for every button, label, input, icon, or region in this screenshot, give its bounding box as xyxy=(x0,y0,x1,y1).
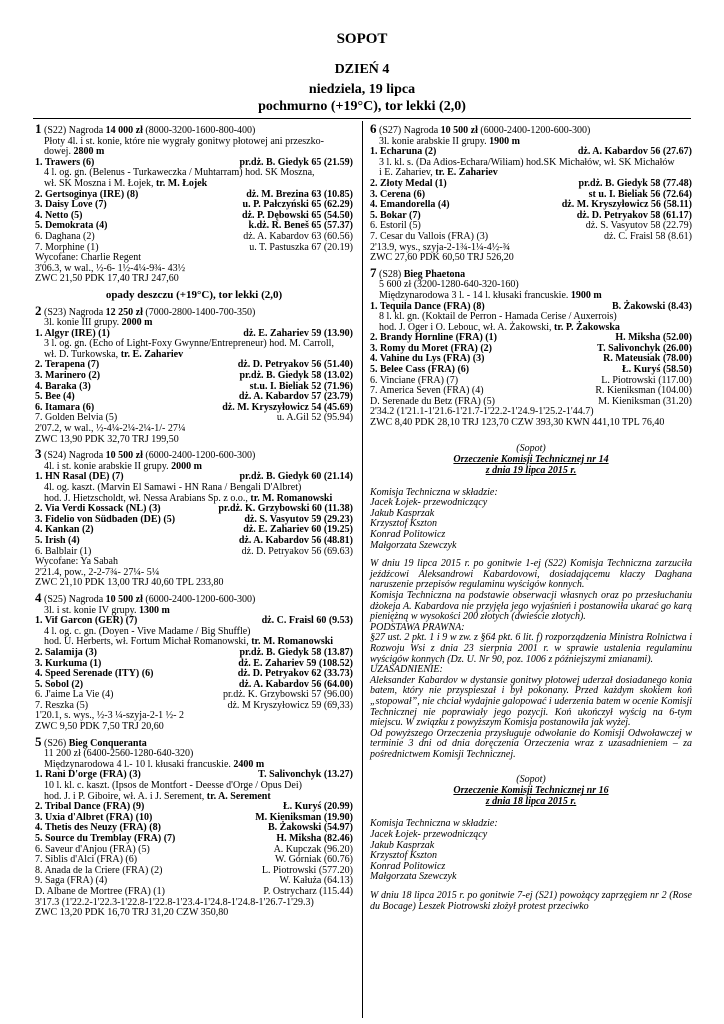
winner-owner xyxy=(35,179,353,190)
winner-trainer: tr. M. Romanowski xyxy=(250,492,333,504)
race-prize: 14 000 zł xyxy=(105,125,143,136)
placing-horse: 5. Demokrata (4) xyxy=(35,221,108,232)
placing-rider: dż. M. Brezina 63 (10.85) xyxy=(246,188,353,200)
committee-list xyxy=(370,488,692,552)
winner-rider: dż. A. Kabardov 56 (27.67) xyxy=(577,146,692,158)
race-7 xyxy=(370,264,692,429)
winner-breeder: hod. U. Herberts, wł. Fortum Michał Romanowski, xyxy=(44,636,252,648)
winner-trainer: tr. E. Zahariev xyxy=(120,348,184,360)
order-paragraph: Od powyższego Orzeczenia przysługuje odwołanie do Komisji Odwoławczej w terminie 3 dni od dnia doręczenia Orzeczenia wraz z uzasadnieniem – za pośrednictwem Komisji Technicznej. xyxy=(370,727,692,760)
committee-member: Krzysztof Kszton xyxy=(370,518,437,530)
order-paragraph: Aleksander Kabardov w dystansie gonitwy płotowej uderzał dosiadanego konia batem, który nie przyspieszał i był pokonany. Przed każdym skokiem koń „stopował”, nie chciał wydajnie galopować i uderzenia batem w ocenie Komisji Technicznej nie poprawiały jego pozycji. Koń ukończył wyścig na 6-tym miejscu. W związku z powyższym Komisja postanowiła jak wyżej. xyxy=(370,674,692,729)
placing-horse: 6. Saveur d'Anjou (FRA) (5) xyxy=(35,844,150,855)
footer-line: 2'07.2, w wal., ½-4¼-2¼-2¼-1/- 27¼ xyxy=(35,423,186,435)
placing-horse: 3. Romy du Moret (FRA) (2) xyxy=(370,343,493,354)
race-prize-line: 5 600 zł (3200-1280-640-320-160) xyxy=(379,279,519,291)
placing-horse: 4. Baraka (3) xyxy=(35,381,91,392)
footer-line: 2'34.2 (1'21.1-1'21.6-1'21.7-1'22.2-1'24.9-1'25.2-1'44.7) xyxy=(370,406,594,418)
placing-horse: 5. Source du Tremblay (FRA) (7) xyxy=(35,834,176,844)
winner-breeder: hod. J. Oger i O. Lebouc, wł. A. Żakowski, xyxy=(379,321,554,333)
placing-rider: dż. M. Kryszyłowicz 54 (45.69) xyxy=(222,401,353,413)
placing-rider: L. Piotrowski (117.00) xyxy=(601,374,692,386)
placing-rider: st.u. I. Bieliak 52 (71.96) xyxy=(249,380,353,392)
winner-pedigree: 4 l. og. c. gn. (Doyen - Vive Madame / Big Shuffle) xyxy=(44,625,251,637)
placings xyxy=(35,802,353,897)
placing-horse: 2. Salamija (3) xyxy=(35,647,97,658)
winner-pedigree: 10 l. kl. c. kaszt. (Ipsos de Montfort - Deesse d'Orge / Opus Dei) xyxy=(44,780,302,792)
placing-rider: H. Miksha (82.46) xyxy=(276,833,353,844)
race-code: (S27) Nagroda xyxy=(379,125,441,136)
placings xyxy=(35,360,353,424)
race-code: (S28) xyxy=(379,268,404,280)
winner-pedigree: 4l. og. kaszt. (Marvin El Samawi - HN Rana / Bengali D'Albret) xyxy=(44,482,302,493)
placing-horse: 7. Golden Belvia (5) xyxy=(35,413,118,424)
committee-member: Konrad Politowicz xyxy=(370,860,446,872)
placing-horse: 6. Balblair (1) xyxy=(35,546,92,557)
placing-rider: M. Kieniksman (19.90) xyxy=(255,811,353,823)
placing-horse: 4. Vahine du Lys (FRA) (3) xyxy=(370,354,485,365)
placing-horse: 5. Bokar (7) xyxy=(370,210,421,221)
left-column xyxy=(35,121,353,923)
column-divider xyxy=(362,121,363,1018)
placing-rider: B. Żakowski (54.97) xyxy=(267,822,353,834)
placing-rider: dż. A. Kabardov 63 (60.56) xyxy=(243,230,353,242)
race-prize: 12 250 zł xyxy=(105,306,143,318)
date-title: niedziela, 19 lipca xyxy=(308,82,416,97)
footer-line: ZWC 27,60 PDK 60,50 TRJ 526,20 xyxy=(370,252,514,264)
placing-row xyxy=(370,179,692,190)
placing-rider: k.dż. R. Beneš 65 (57.37) xyxy=(248,220,353,232)
footer-line: 3'17.3 (1'22.2-1'22.3-1'22.8-1'22.8-1'23.4-1'24.8-1'24.8-1'26.7-1'29.3) xyxy=(35,896,314,908)
placing-horse: 6. Itamara (6) xyxy=(35,402,95,413)
winner-breeder: wł. SK Moszna i M. Łojek, xyxy=(44,177,156,189)
placing-horse: 7. Morphine (1) xyxy=(35,242,99,253)
placing-rider: T. Salivonchyk (26.00) xyxy=(597,342,692,354)
winner-horse: 1. Echaruna (2) xyxy=(370,147,437,158)
placing-horse: 4. Emandorella (4) xyxy=(370,200,450,211)
order-paragraph: Komisja Techniczna na podstawie obserwacji własnych oraz po przesłuchaniu dżokeja A. Kabardova nie przyjęła jego wyjaśnień i postanowiła ukarać go karą pieniężną w wysokości 200 złotych (dwieście złotych). xyxy=(370,589,692,623)
race-footer xyxy=(35,898,353,919)
race-prize: 10 500 zł xyxy=(440,125,478,136)
winner-horse: 1. Tequila Dance (FRA) (8) xyxy=(370,301,485,312)
placing-rider: dż. A. Kabardov 56 (64.00) xyxy=(238,678,353,690)
race-code: (S25) Nagroda xyxy=(44,593,106,605)
placing-rider: pr.dż. K. Grzybowski 57 (96.00) xyxy=(223,689,353,701)
placing-rider: pr.dż. B. Giedyk 58 (13.02) xyxy=(239,370,353,382)
placing-row xyxy=(35,834,353,845)
race-conditions: Płoty 4l. i st. konie, które nie wygrały gonitwy płotowej ani przeszko- xyxy=(44,135,324,147)
placing-horse: 5. Irish (4) xyxy=(35,535,80,546)
winner-rider: B. Żakowski (8.43) xyxy=(611,300,692,312)
committee-member: Małgorzata Szewczyk xyxy=(370,871,457,883)
placing-rider: dż. E. Zahariev 59 (108.52) xyxy=(238,657,353,669)
race-prize-split: (6000-2400-1200-600-300) xyxy=(142,593,256,605)
placing-horse: 5. Bee (4) xyxy=(35,392,75,403)
footer-line: 2'21.4, pow., 2-2-7¾- 27¼- 5¼ xyxy=(35,566,160,578)
placing-horse: 4. Speed Serenade (ITY) (6) xyxy=(35,669,154,680)
winner-pedigree: 8 l. kl. gn. (Koktail de Perron - Hamada Cerise / Auxerrois) xyxy=(379,311,617,323)
race-distance: 1900 m xyxy=(489,135,520,147)
committee-member: Jacek Łojek- przewodniczący xyxy=(370,829,488,841)
placing-rider: M. Kieniksman (31.20) xyxy=(598,395,692,407)
race-number: 4 xyxy=(35,589,42,605)
placing-horse: 3. Uxia d'Albret (FRA) (10) xyxy=(35,812,153,823)
winner-breeder: hod. J. Hietzscholdt, wł. Nessa Arabians Sp. z o.o., xyxy=(44,492,251,504)
placing-rider: H. Miksha (52.00) xyxy=(615,332,692,344)
race-number: 3 xyxy=(35,446,42,462)
race-distance: 2800 m xyxy=(73,146,105,158)
race-title: Bieg Phaetona xyxy=(403,268,466,280)
committee-member: Jakub Kasprzak xyxy=(370,839,435,851)
race-conditions-text: Międzynarodowa 3 l. - 14 l. kłusaki francuskie. xyxy=(379,289,571,301)
order-date: z dnia 19 lipca 2015 r. xyxy=(485,464,577,476)
placing-horse: 2. Gertsoginya (IRE) (8) xyxy=(35,189,139,200)
placing-horse: 6. Daghana (2) xyxy=(35,231,95,242)
race-prize-line: 11 200 zł (6400-2560-1280-640-320) xyxy=(44,748,194,760)
race-2 xyxy=(35,302,353,446)
placing-rider: dż. S. Vasyutov 59 (29.23) xyxy=(244,513,353,525)
winner-rider: dż. C. Fraisl 60 (9.53) xyxy=(261,615,353,627)
placing-rider: pr.dż. B. Giedyk 58 (13.87) xyxy=(239,646,353,658)
placings xyxy=(370,333,692,407)
race-6 xyxy=(370,121,692,264)
race-distance: 1900 m xyxy=(570,289,602,301)
city-title: SOPOT xyxy=(336,31,388,47)
placing-horse: 6. Vinciane (FRA) (7) xyxy=(370,375,459,386)
placing-row xyxy=(35,887,353,898)
race-4 xyxy=(35,589,353,733)
race-footer xyxy=(35,711,353,732)
race-conditions-text: 4l. i st. konie arabskie II grupy. xyxy=(44,460,172,472)
placing-rider: R. Mateusiak (78.00) xyxy=(603,353,692,365)
winner-trainer: tr. E. Zahariev xyxy=(435,167,498,179)
header-rule xyxy=(33,118,691,119)
placing-row xyxy=(35,536,353,547)
race-distance: 2400 m xyxy=(233,758,265,770)
race-conditions-text: dowej. xyxy=(44,146,74,158)
placing-horse: 3. Kurkuma (1) xyxy=(35,658,102,669)
order-paragraph: W dniu 19 lipca 2015 r. po gonitwie 1-ej (S22) Komisja Techniczna zarzuciła jeźdźcowi Aleksandrowi Kabardovowi, dosiadającemu klaczy Daghana naruszenie przepisów regulaminu wyścigów konnych. xyxy=(370,558,692,591)
placing-horse: 7. Siblis d'Alci (FRA) (6) xyxy=(35,855,138,866)
placing-horse: 2. Via Verdi Kossack (NL) (3) xyxy=(35,504,161,515)
footer-line: ZWC 13,90 PDK 32,70 TRJ 199,50 xyxy=(35,433,179,445)
weather-update: opady deszczu (+19°C), tor lekki (2,0) xyxy=(105,288,283,301)
placing-horse: 7. America Seven (FRA) (4) xyxy=(370,386,484,397)
race-3 xyxy=(35,446,353,589)
winner-trainer: tr. A. Serement xyxy=(206,790,271,802)
race-prize-split: (6000-2400-1200-600-300) xyxy=(142,450,256,462)
placing-rider: dż. P. Dębowski 65 (54.50) xyxy=(241,209,353,221)
winner-horse: 1. Algyr (IRE) (1) xyxy=(35,328,110,339)
placing-rider: dż. M Kryszyłowicz 59 (69,33) xyxy=(227,699,353,711)
race-number: 6 xyxy=(370,121,377,136)
placings xyxy=(370,179,692,243)
winner-horse: 1. Vif Garcon (GER) (7) xyxy=(35,616,138,627)
placing-rider: dż. A. Kabardov 56 (48.81) xyxy=(238,534,353,546)
winner-breeder: i E. Zahariev, xyxy=(379,167,436,179)
placing-rider: dż. C. Fraisl 58 (8.61) xyxy=(603,230,692,242)
placings xyxy=(35,190,353,254)
race-prize-split: (6000-2400-1200-600-300) xyxy=(477,125,591,136)
footer-line: ZWC 13,20 PDK 16,70 TRJ 31,20 CZW 350,80 xyxy=(35,907,229,919)
weather-title: pochmurno (+19°C), tor lekki (2,0) xyxy=(258,99,466,114)
placing-rider: dż. M. Kryszyłowicz 56 (58.11) xyxy=(561,199,692,211)
race-conditions xyxy=(370,291,692,302)
race-code: (S24) Nagroda xyxy=(44,450,106,462)
placing-horse: 5. Sobol (2) xyxy=(35,679,84,690)
race-header xyxy=(35,121,353,137)
winner-rider: T. Salivonchyk (13.27) xyxy=(258,769,353,781)
placing-horse: 3. Marinero (2) xyxy=(35,371,101,382)
winner-rider: pr.dż. B. Giedyk 65 (21.59) xyxy=(239,156,353,168)
order-place: (Sopot) xyxy=(516,774,546,786)
placing-row xyxy=(35,232,353,243)
winner-rider: dż. E. Zahariev 59 (13.90) xyxy=(243,327,353,339)
order-title: Orzeczenie Komisji Technicznej nr 14 xyxy=(453,453,609,465)
placing-horse: 4. Thetis des Neuzy (FRA) (8) xyxy=(35,823,161,834)
placing-rider: u. A.Gil 52 (95.94) xyxy=(276,412,353,424)
order-14 xyxy=(370,443,692,761)
footer-line: 3'06.3, w wal., ½-6- 1½-4¼-9¾- 43½ xyxy=(35,262,186,274)
placing-rider: Ł. Kuryś (20.99) xyxy=(283,801,353,813)
race-prize: 10 500 zł xyxy=(105,450,143,462)
placing-row xyxy=(35,648,353,659)
placing-rider: pr.dż. B. Giedyk 58 (77.48) xyxy=(578,177,692,189)
order-title: Orzeczenie Komisji Technicznej nr 16 xyxy=(453,785,609,797)
winner-horse: 1. Trawers (6) xyxy=(35,157,95,168)
placing-rider: st u. I. Bieliak 56 (72.64) xyxy=(588,188,692,200)
placing-horse: 8. Anada de la Criere (FRA) (2) xyxy=(35,865,163,876)
placing-horse: 4. Kankan (2) xyxy=(35,525,94,536)
race-conditions-text: 3l. konie III grupy. xyxy=(44,317,122,329)
winner-pedigree: 3 l. kl. s. (Da Adios-Echara/Wiliam) hod.SK Michałów, wł. SK Michałów xyxy=(379,156,675,168)
race-number: 1 xyxy=(35,121,42,136)
placing-rider: R. Kieniksman (104.00) xyxy=(595,385,692,397)
race-code: (S26) xyxy=(44,737,69,749)
race-conditions-text: 3l. konie arabskie II grupy. xyxy=(379,135,490,147)
footer-line: ZWC 21,50 PDK 17,40 TRJ 247,60 xyxy=(35,273,179,285)
footer-line: ZWC 9,50 PDK 7,50 TRJ 20,60 xyxy=(35,721,164,733)
placing-horse: 6. J'aime La Vie (4) xyxy=(35,690,114,701)
placing-rider: W. Górniak (60.76) xyxy=(275,854,353,866)
committee-member: Komisja Techniczna w składzie: xyxy=(370,486,498,498)
footer-line: 1'20.1, s. wys., ½-3 ¼-szyja-2-1 ½- 2 xyxy=(35,710,185,722)
winner-pedigree: 4 l. og. gn. (Belenus - Turkaweczka / Muhtarram) hod. SK Moszna, xyxy=(44,167,315,179)
placing-rider: dż. E. Zahariev 60 (19.25) xyxy=(243,524,353,536)
placing-horse: 7. Reszka (5) xyxy=(35,700,89,711)
race-number: 5 xyxy=(35,733,42,749)
committee-member: Małgorzata Szewczyk xyxy=(370,539,457,551)
order-legal-heading: PODSTAWA PRAWNA: xyxy=(370,621,465,633)
placing-rider: P. Ostrycharz (115.44) xyxy=(263,885,353,897)
placing-horse: D. Albane de Mortree (FRA) (1) xyxy=(35,886,165,897)
committee-list xyxy=(370,819,692,883)
race-number: 7 xyxy=(370,264,377,280)
placing-rider: L. Piotrowski (577.20) xyxy=(261,864,353,876)
race-conditions-text: 3l. i st. konie IV grupy. xyxy=(44,604,139,616)
placing-rider: dż. D. Petryakov 58 (61.17) xyxy=(576,209,692,221)
race-footer xyxy=(35,557,353,589)
placing-rider: dż. D. Petryakov 56 (69.63) xyxy=(241,545,353,557)
winner-horse: 1. Rani D'orge (FRA) (3) xyxy=(35,770,141,781)
placing-horse: 2. Złoty Medal (1) xyxy=(370,178,447,189)
footer-line: Wycofane: Ya Sabah xyxy=(35,556,118,568)
committee-member: Komisja Techniczna w składzie: xyxy=(370,818,498,830)
placing-horse: 3. Daisy Love (7) xyxy=(35,200,107,211)
winner-breeder: wł. D. Turkowska, xyxy=(44,348,121,360)
race-distance: 1300 m xyxy=(139,604,170,616)
order-reason-heading: UZASADNIENIE: xyxy=(370,664,443,676)
race-footer xyxy=(35,424,353,445)
race-footer xyxy=(35,253,353,285)
winner-trainer: tr. M. Romanowski xyxy=(251,636,334,648)
order-paragraph: §27 ust. 2 pkt. 1 i 9 w zw. z §64 pkt. 6 lit. f) rozporządzenia Ministra Rolnictwa i Rozwoju Wsi z dnia 23 sierpnia 2001 r. w sprawie ustalenia regulaminu wyścigów konnych (Dz. U. Nr 90, poz. 1006 z późniejszymi zmianami). xyxy=(370,632,692,665)
winner-horse: 1. HN Rasal (DE) (7) xyxy=(35,472,124,483)
placing-horse: 2. Terapena (7) xyxy=(35,360,100,371)
placing-rider: dż. D. Petryakov 56 (51.40) xyxy=(237,359,353,371)
placing-horse: 7. Cesar du Vallois (FRA) (3) xyxy=(370,231,489,242)
footer-line: ZWC 8,40 PDK 28,10 TRJ 123,70 CZW 393,30 KWN 441,10 TPL 76,40 xyxy=(370,417,665,429)
placings xyxy=(35,648,353,712)
placing-rider: Ł. Kuryś (58.50) xyxy=(622,364,692,376)
race-5 xyxy=(35,733,353,919)
placing-rider: u. P. Pałczyński 65 (62.29) xyxy=(242,199,353,211)
placing-horse: 5. Belee Cass (FRA) (6) xyxy=(370,365,470,376)
race-prize: 10 500 zł xyxy=(105,593,143,605)
race-footer xyxy=(370,407,692,428)
race-conditions-text: Międzynarodowa 4 l.- 10 l. kłusaki francuskie. xyxy=(44,758,234,770)
winner-trainer: tr. P. Żakowska xyxy=(553,321,620,333)
day-title: DZIEŃ 4 xyxy=(334,62,390,77)
placings xyxy=(35,504,353,557)
winner-breeder: hod. J. i P. Giboire, wł. A. i J. Serement, xyxy=(44,790,207,802)
order-date: z dnia 18 lipca 2015 r. xyxy=(485,796,577,808)
winner-trainer: tr. M. Łojek xyxy=(155,177,208,189)
placing-rider: A. Kupczak (96.20) xyxy=(273,843,353,855)
order-paragraph: W dniu 18 lipca 2015 r. po gonitwie 7-ej (S21) powożący zaprzęgiem nr 2 (Rose du Bocage) Leszek Piotrowski złożył protest przeciwko xyxy=(370,890,692,912)
committee-member: Jakub Kasprzak xyxy=(370,507,435,519)
placing-horse: 2. Brandy Hornline (FRA) (1) xyxy=(370,333,497,344)
race-footer xyxy=(370,243,692,264)
placing-rider: dż. S. Vasyutov 58 (22.79) xyxy=(585,220,692,232)
race-prize-split: (8000-3200-1600-800-400) xyxy=(142,125,256,136)
placing-rider: W. Kałuża (64.13) xyxy=(279,875,353,887)
race-prize-split: (7000-2800-1400-700-350) xyxy=(142,306,256,318)
right-column xyxy=(370,121,692,912)
footer-line: Wycofane: Charlie Regent xyxy=(35,252,142,264)
placing-horse: 9. Saga (FRA) (4) xyxy=(35,876,108,887)
placing-rider: dż. D. Petryakov 62 (33.73) xyxy=(237,668,353,680)
footer-line: 2'13.9, wys., szyja-2-1¾-1¼-4½-¾ xyxy=(370,241,511,253)
placing-horse: 3. Fidelio von Südbaden (DE) (5) xyxy=(35,514,176,525)
placing-rider: u. T. Pastuszka 67 (20.19) xyxy=(249,241,353,253)
placing-horse: 4. Netto (5) xyxy=(35,210,83,221)
race-1 xyxy=(35,121,353,285)
placing-horse: 2. Tribal Dance (FRA) (9) xyxy=(35,802,145,813)
placing-horse: 3. Cerena (6) xyxy=(370,189,426,200)
order-16 xyxy=(370,774,692,912)
race-number: 2 xyxy=(35,302,42,318)
placing-row xyxy=(370,232,692,243)
committee-member: Jacek Łojek- przewodniczący xyxy=(370,497,488,509)
race-title: Bieg Conqueranta xyxy=(68,737,147,749)
race-code: (S22) Nagroda xyxy=(44,125,106,136)
committee-member: Konrad Politowicz xyxy=(370,529,446,540)
race-code: (S23) Nagroda xyxy=(44,306,106,318)
order-place: (Sopot) xyxy=(516,442,546,454)
race-distance: 2000 m xyxy=(171,460,202,472)
placing-rider: pr.dż. K. Grzybowski 60 (11.38) xyxy=(218,503,353,515)
committee-member: Krzysztof Kszton xyxy=(370,850,437,862)
placing-rider: dż. A. Kabardov 57 (23.79) xyxy=(238,391,353,403)
winner-rider: pr.dż. B. Giedyk 60 (21.14) xyxy=(239,471,353,483)
placing-horse: 6. Estoril (5) xyxy=(370,221,421,232)
footer-line: ZWC 21,10 PDK 13,00 TRJ 40,60 TPL 233,80 xyxy=(35,577,224,589)
race-distance: 2000 m xyxy=(121,317,153,329)
winner-pedigree: 3 l. og. gn. (Echo of Light-Foxy Gwynne/Entrepreneur) hod. M. Carroll, xyxy=(44,338,334,350)
placing-horse: D. Serenade du Betz (FRA) (5) xyxy=(370,396,495,407)
